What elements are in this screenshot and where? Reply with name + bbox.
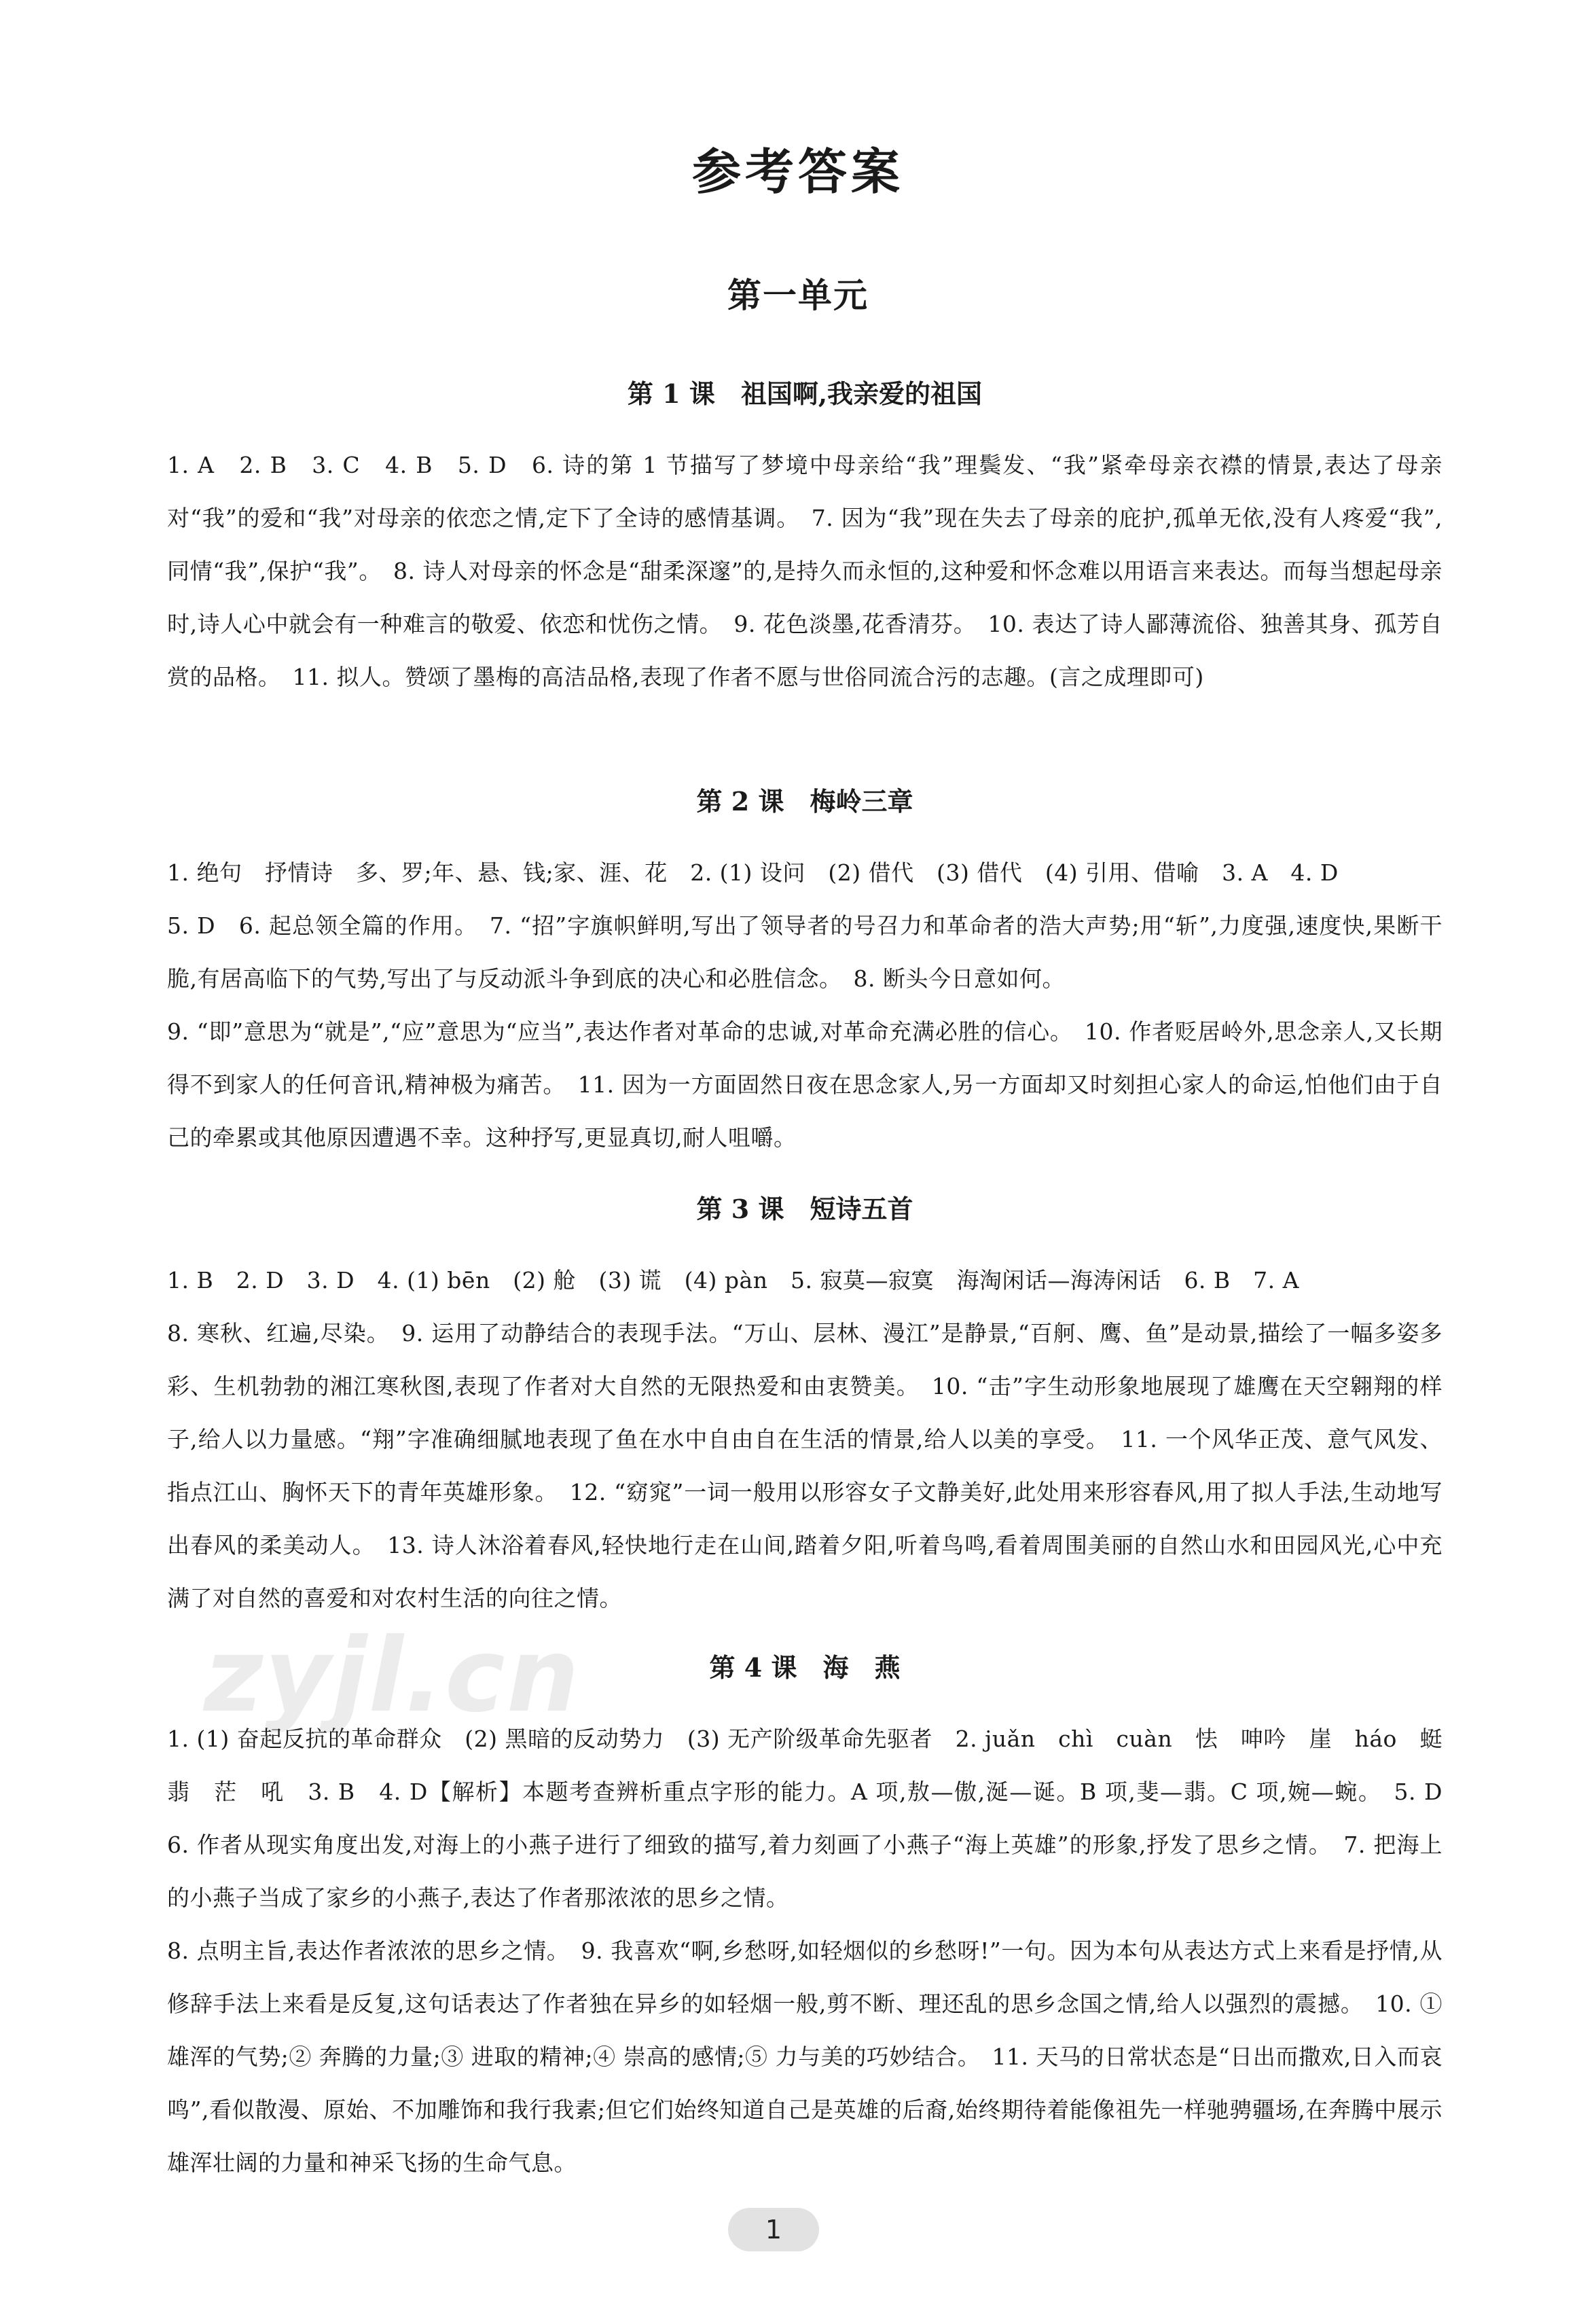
lesson-1-heading: 第 1 课 祖国啊,我亲爱的祖国 xyxy=(627,378,983,409)
lesson-2-section xyxy=(167,781,1443,1164)
lesson-2-answers-a: 1. 绝句 抒情诗 多、罗;年、悬、钱;家、涯、花 2. (1) 设问 (2) 借代 (3) 借代 (4) 引用、借喻 3. A 4. D xyxy=(167,859,1339,886)
lesson-2-answers-b: 5. D 6. 起总领全篇的作用。 7. “招”字旗帜鲜明,写出了领导者的号召力和革命者的浩大声势;用“斩”,力度强,速度快,果断干脆,有居高临下的气势,写出了与反动派斗争到底的决心和必胜信念。 8. 断头今日意如何。 xyxy=(167,912,1443,992)
watermark-logo: zyjl.cn xyxy=(204,1617,581,1735)
lesson-4-section xyxy=(167,1647,1466,2190)
lesson-3-section xyxy=(167,1189,1443,1625)
lesson-2-heading: 第 2 课 梅岭三章 xyxy=(696,786,913,817)
lesson-3-heading: 第 3 课 短诗五首 xyxy=(696,1194,913,1224)
page-title: 参考答案 xyxy=(691,143,904,200)
lesson-4-answers-b: 8. 点明主旨,表达作者浓浓的思乡之情。 9. 我喜欢“啊,乡愁呀,如轻烟似的乡愁呀!”一句。因为本句从表达方式上来看是抒情,从修辞手法上来看是反复,这句话表达了作者独在异乡的如轻烟一般,剪不断、理还乱的思乡念国之情,给人以强烈的震撼。 10. ① 雄浑的气势;② 奔腾的力量;③ 进取的精神;④ 崇高的感情;⑤ 力与美的巧妙结合。 11. 天马的日常状态是“日出而撒欢,日入而哀鸣”,看似散漫、原始、不加雕饰和我行我素;但它们始终知道自己是英雄的后裔,始终期待着能像祖先一样驰骋疆场,在奔腾中展示雄浑壮阔的力量和神采飞扬的生命气息。 xyxy=(167,1938,1443,2176)
lesson-4-answers-a: 1. (1) 奋起反抗的革命群众 (2) 黑暗的反动势力 (3) 无产阶级革命先驱者 2. juǎn chì cuàn 怯 呻吟 崖 háo 蜓 翡 茫 吼 3. B 4. D【解析】本题考查辨析重点字形的能力。A 项,敖—傲,涎—诞。B 项,斐—翡。C 项,婉—蜿。 5. D 6. 作者从现实角度出发,对海上的小燕子进行了细致的描写,着力刻画了小燕子“海上英雄”的形象,抒发了思乡之情。 7. 把海上的小燕子当成了家乡的小燕子,表达了作者那浓浓的思乡之情。 xyxy=(167,1726,1466,1911)
page-number-badge: 1 xyxy=(728,2208,819,2251)
lesson-4-heading: 第 4 课 海 燕 xyxy=(709,1652,901,1683)
lesson-3-answers-a: 1. B 2. D 3. D 4. (1) bēn (2) 舱 (3) 谎 (4) pàn 5. 寂莫—寂寞 海淘闲话—海涛闲话 6. B 7. A xyxy=(167,1267,1299,1293)
lesson-2-answers-c: 9. “即”意思为“就是”,“应”意思为“应当”,表达作者对革命的忠诚,对革命充满必胜的信心。 10. 作者贬居岭外,思念亲人,又长期得不到家人的任何音讯,精神极为痛苦。 11. 因为一方面固然日夜在思念家人,另一方面却又时刻担心家人的命运,怕他们由于自己的牵累或其他原因遭遇不幸。这种抒写,更显真切,耐人咀嚼。 xyxy=(167,1018,1443,1151)
lesson-1-answers: 1. A 2. B 3. C 4. B 5. D 6. 诗的第 1 节描写了梦境中母亲给“我”理鬓发、“我”紧牵母亲衣襟的情景,表达了母亲对“我”的爱和“我”对母亲的依恋之情,定下了全诗的感情基调。 7. 因为“我”现在失去了母亲的庇护,孤单无依,没有人疼爱“我”,同情“我”,保护“我”。 8. 诗人对母亲的怀念是“甜柔深邃”的,是持久而永恒的,这种爱和怀念难以用语言来表达。而每当想起母亲时,诗人心中就会有一种难言的敬爱、依恋和忧伤之情。 9. 花色淡墨,花香清芬。 10. 表达了诗人鄙薄流俗、独善其身、孤芳自赏的品格。 11. 拟人。赞颂了墨梅的高洁品格,表现了作者不愿与世俗同流合污的志趣。(言之成理即可) xyxy=(167,452,1443,690)
lesson-3-answers-b: 8. 寒秋、红遍,尽染。 9. 运用了动静结合的表现手法。“万山、层林、漫江”是静景,“百舸、鹰、鱼”是动景,描绘了一幅多姿多彩、生机勃勃的湘江寒秋图,表现了作者对大自然的无限热爱和由衷赞美。 10. “击”字生动形象地展现了雄鹰在天空翱翔的样子,给人以力量感。“翔”字准确细腻地表现了鱼在水中自由自在生活的情景,给人以美的享受。 11. 一个风华正茂、意气风发、指点江山、胸怀天下的青年英雄形象。 12. “窈窕”一词一般用以形容女子文静美好,此处用来形容春风,用了拟人手法,生动地写出春风的柔美动人。 13. 诗人沐浴着春风,轻快地行走在山间,踏着夕阳,听着鸟鸣,看着周围美丽的自然山水和田园风光,心中充满了对自然的喜爱和对农村生活的向往之情。 xyxy=(167,1320,1443,1611)
lesson-1-section xyxy=(167,374,1443,704)
unit-heading: 第一单元 xyxy=(727,275,869,315)
